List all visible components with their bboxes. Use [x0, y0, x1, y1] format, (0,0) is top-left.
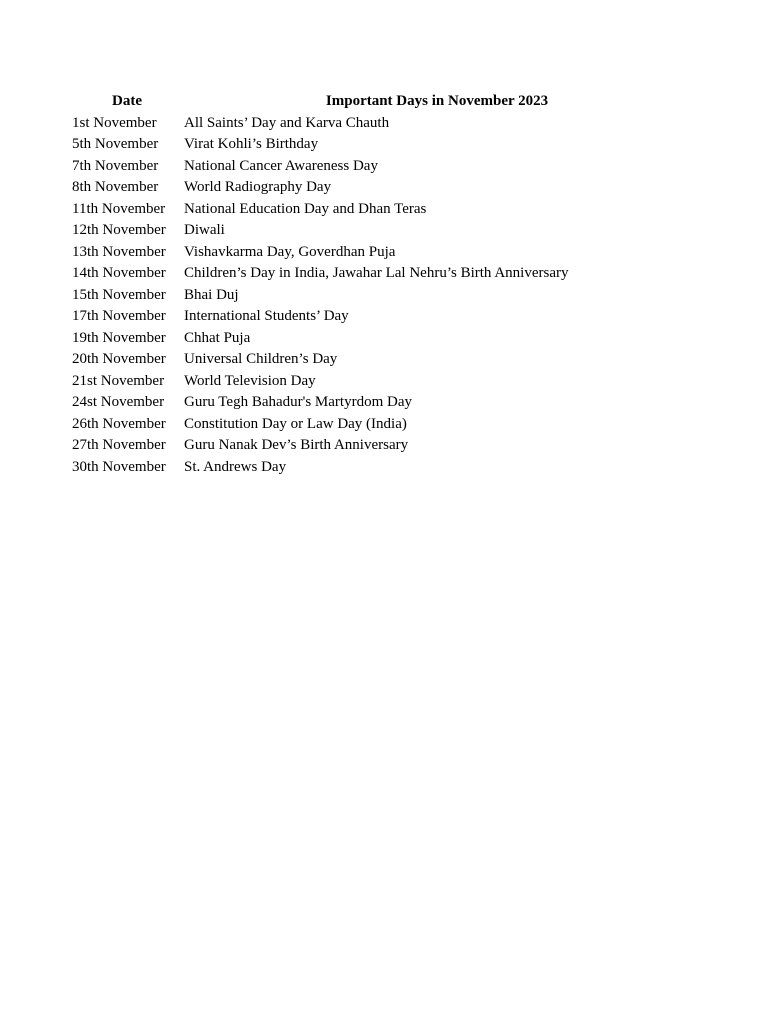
table-row: [72, 349, 712, 371]
important-days-table: [72, 91, 712, 478]
event-cell: National Education Day and Dhan Teras: [184, 200, 427, 217]
table-row: [72, 263, 712, 285]
event-cell: All Saints’ Day and Karva Chauth: [184, 114, 390, 131]
event-cell: Vishavkarma Day, Goverdhan Puja: [184, 243, 396, 260]
table-row: [72, 156, 712, 178]
table-row: [72, 328, 712, 350]
event-cell: Guru Nanak Dev’s Birth Anniversary: [184, 437, 409, 453]
event-cell: St. Andrews Day: [184, 458, 287, 475]
date-cell: 27th November: [72, 437, 166, 453]
date-cell: 26th November: [72, 415, 166, 432]
event-cell: Universal Children’s Day: [184, 351, 338, 367]
date-cell: 17th November: [72, 308, 166, 324]
table-row: [72, 113, 712, 135]
event-cell: World Television Day: [184, 372, 316, 389]
date-cell: 14th November: [72, 265, 166, 281]
table-row: [72, 242, 712, 264]
event-column-header: Important Days in November 2023: [325, 93, 549, 109]
event-cell: Virat Kohli’s Birthday: [184, 136, 319, 152]
table-row: [72, 199, 712, 221]
date-cell: 20th November: [72, 351, 166, 367]
event-cell: Bhai Duj: [184, 286, 239, 303]
date-cell: 11th November: [72, 200, 166, 217]
date-cell: 12th November: [72, 222, 166, 238]
date-cell: 5th November: [72, 136, 159, 152]
date-cell: 8th November: [72, 179, 159, 195]
table-row: [72, 414, 712, 436]
table-row: [72, 306, 712, 328]
event-cell: Chhat Puja: [184, 329, 251, 346]
date-cell: 30th November: [72, 458, 166, 475]
table-row: [72, 177, 712, 199]
table-row: [72, 220, 712, 242]
event-cell: World Radiography Day: [184, 179, 332, 195]
table-row: [72, 457, 712, 479]
date-cell: 1st November: [72, 114, 157, 131]
date-cell: 7th November: [72, 157, 159, 174]
date-cell: 13th November: [72, 243, 166, 260]
table-row: [72, 435, 712, 457]
table-row: [72, 134, 712, 156]
date-cell: 21st November: [72, 372, 165, 389]
event-cell: Children’s Day in India, Jawahar Lal Nehru’s Birth Anniversary: [184, 265, 569, 281]
table-row: [72, 371, 712, 393]
table-row: [72, 285, 712, 307]
event-cell: Guru Tegh Bahadur's Martyrdom Day: [184, 394, 412, 410]
event-cell: International Students’ Day: [184, 308, 349, 324]
event-cell: Constitution Day or Law Day (India): [184, 415, 407, 432]
date-cell: 19th November: [72, 329, 166, 346]
table-header-row: [72, 91, 712, 113]
date-cell: 15th November: [72, 286, 166, 303]
date-cell: 24st November: [72, 394, 165, 410]
event-cell: National Cancer Awareness Day: [184, 157, 378, 174]
date-column-header: Date: [112, 93, 142, 109]
table-row: [72, 392, 712, 414]
event-cell: Diwali: [184, 222, 225, 238]
